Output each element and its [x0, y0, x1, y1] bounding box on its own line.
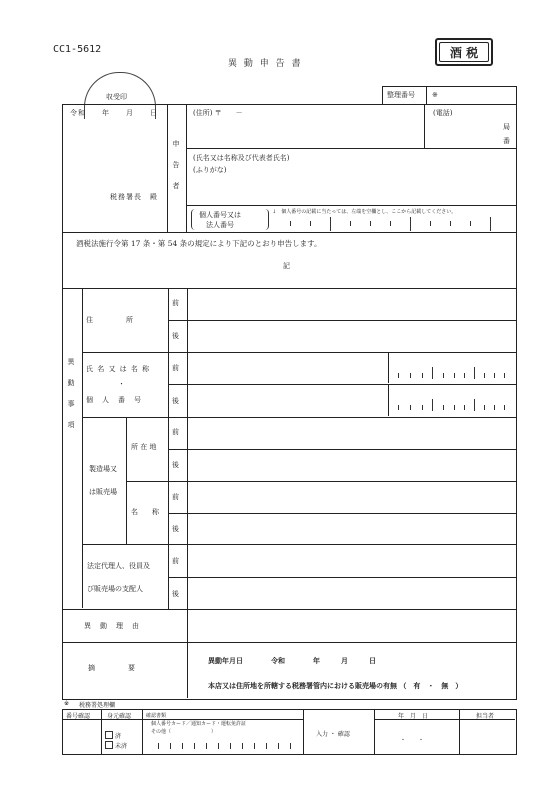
reason-input[interactable]	[188, 610, 514, 641]
location-label: 所 在 地	[131, 443, 157, 451]
id-label-line1: 個人番号又は	[199, 211, 241, 219]
agent-after-input[interactable]	[188, 578, 514, 608]
person-input[interactable]	[460, 720, 514, 752]
id-note: ↓ 個人番号の記載に当たっては、左端を空欄とし、ここから記載してください。	[272, 209, 457, 215]
name-label: (氏名又は名称及び代表者氏名)	[193, 154, 290, 162]
office-use-title: 税務署処理欄	[79, 702, 116, 709]
liquor-tax-badge	[435, 38, 493, 66]
number-check-header: 番号確認	[66, 713, 91, 720]
address-after: 後	[172, 332, 179, 340]
address-after-input[interactable]	[188, 321, 514, 351]
shop-name-before: 前	[172, 493, 179, 501]
ref-number-label: 整理番号	[387, 91, 415, 99]
not-done-label: 未済	[115, 743, 128, 750]
agent-label-line1: 法定代理人、役員及	[87, 562, 150, 570]
page-title: 異 動 申 告 書	[228, 59, 303, 69]
location-after-input[interactable]	[188, 450, 514, 480]
done-label: 済	[115, 733, 122, 740]
agent-after: 後	[172, 590, 179, 598]
person-header: 担当者	[476, 713, 495, 720]
name-before-input[interactable]	[188, 353, 514, 383]
entry-confirm-label: 入力 ・ 確認	[316, 731, 350, 738]
date-dots[interactable]: ・ ・	[400, 737, 425, 744]
applicant-section-label: 申告者	[172, 140, 180, 203]
factory-label-line2: は販売場	[89, 488, 117, 496]
changes-section-label: 異動事項	[67, 358, 75, 442]
phone-label: (電話)	[433, 109, 453, 117]
shop-name-label: 名 称	[131, 508, 159, 516]
change-id-label: 個 人 番 号	[86, 396, 142, 404]
ki-label: 記	[283, 262, 290, 270]
phone-station-label: 局	[503, 123, 510, 131]
identity-check-header: 身元確認	[107, 713, 132, 720]
summary-label: 摘 要	[88, 664, 136, 672]
change-address-label: 住 所	[86, 316, 134, 324]
seal-label: 収受印	[106, 93, 127, 101]
agent-label-line2: び販売場の支配人	[87, 585, 143, 593]
agent-before-input[interactable]	[188, 545, 514, 576]
document-line: 個人番号カード／通知カード・運転免許証	[151, 721, 247, 727]
shop-name-after-input[interactable]	[188, 514, 514, 543]
date-header: 年 月 日	[398, 713, 429, 720]
sales-office-line[interactable]: 本店又は住所地を所轄する税務署管内における販売場の有無 （ 有 ・ 無 ）	[208, 682, 463, 690]
furigana-label: (ふりがな)	[193, 166, 227, 174]
doc-number-input[interactable]	[146, 740, 302, 752]
applicant-id-input[interactable]	[272, 215, 515, 232]
address-before-input[interactable]	[188, 289, 514, 319]
office-use-mark: ※	[64, 700, 70, 707]
document-title: 確認書類	[146, 713, 167, 719]
form-code: CC1-5612	[53, 44, 102, 55]
date-field[interactable]: 令和 年 月 日	[70, 109, 158, 117]
change-date-line[interactable]: 異動年月日 令和 年 月 日	[208, 657, 376, 665]
not-done-checkbox[interactable]	[105, 741, 113, 749]
factory-label-line1: 製造場又	[89, 465, 117, 473]
location-before-input[interactable]	[188, 418, 514, 448]
location-before: 前	[172, 428, 179, 436]
badge-label: 酒 税	[449, 45, 479, 60]
shop-name-before-input[interactable]	[188, 482, 514, 512]
name-id-separator: ・	[118, 380, 125, 388]
done-checkbox[interactable]	[105, 731, 113, 739]
phone-number-label: 番	[503, 137, 510, 145]
location-after: 後	[172, 461, 179, 469]
shop-name-after: 後	[172, 525, 179, 533]
id-label-line2: 法人番号	[206, 221, 234, 229]
address-before: 前	[172, 299, 179, 307]
agent-before: 前	[172, 557, 179, 565]
reason-label: 異 動 理 由	[84, 622, 140, 630]
document-other[interactable]: その他（ ）	[151, 729, 217, 735]
ref-number-mark: ※	[432, 91, 438, 99]
name-after: 後	[172, 397, 179, 405]
tax-office-field[interactable]: 税務署長 殿	[110, 193, 158, 201]
id-after-input[interactable]	[188, 385, 514, 416]
change-name-label: 氏 名 又 は 名 称	[86, 365, 151, 373]
declaration-statement: 酒税法施行令第 17 条・第 54 条の規定により下記のとおり申告します。	[76, 239, 322, 248]
name-before: 前	[172, 364, 179, 372]
address-label: (住所) 〒 －	[193, 109, 243, 117]
